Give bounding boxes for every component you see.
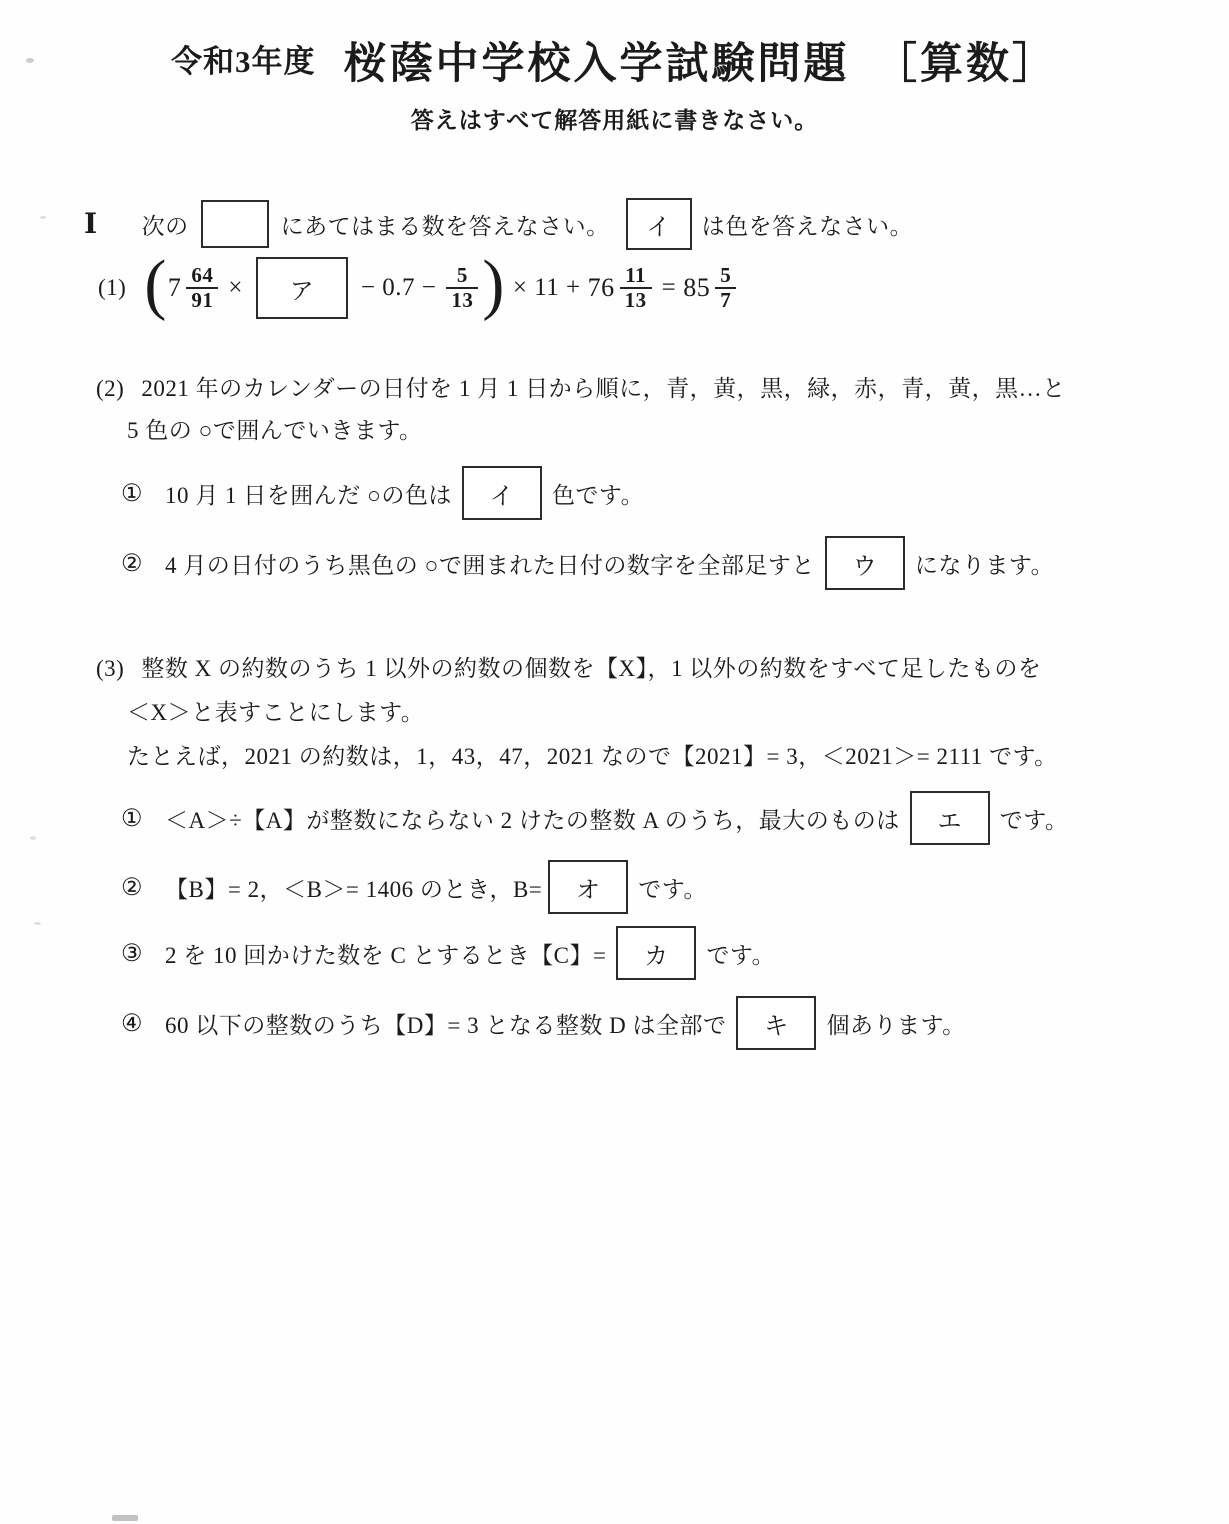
question-3-sub3: [121, 926, 775, 980]
question-text-before: 4 月の日付のうち黒色の ○で囲まれた日付の数字を全部足すと: [165, 552, 815, 578]
question-3-line3: たとえば，2021 の約数は，1，43，47，2021 なので【2021】= 3，＜2021＞= 2111 です。: [127, 744, 1058, 769]
question-2-line1: [96, 370, 1066, 403]
question-number: (1): [98, 275, 127, 300]
question-text-before: 60 以下の整数のうち【D】= 3 となる整数 D は全部で: [165, 1012, 727, 1038]
question-2-sub1: [121, 466, 644, 520]
mixed-number-85-5-7: [683, 264, 739, 312]
page-subtitle: 答えはすべて解答用紙に書きなさい。: [410, 108, 819, 133]
circled-number-4: ④: [121, 1010, 144, 1037]
question-3-sub2: [121, 860, 707, 914]
numerator: 64: [191, 262, 214, 287]
question-text-after: です。: [706, 942, 776, 968]
fraction: [186, 264, 218, 312]
title-main: 桜蔭中学校入学試験問題 ［算数］: [343, 41, 1058, 88]
question-text-after: です。: [638, 876, 707, 902]
question-1: [98, 247, 739, 324]
answer-box-label: イ: [646, 214, 671, 241]
question-number: (2): [96, 376, 125, 401]
whole-number: 7: [167, 273, 182, 302]
answer-box-blank: [201, 200, 269, 248]
answer-box-label: ウ: [852, 553, 878, 580]
answer-box-i: [462, 466, 542, 520]
question-text-before: 10 月 1 日を囲んだ ○の色は: [165, 482, 452, 508]
answer-box-ki: [736, 996, 816, 1050]
whole-number: 76: [587, 273, 615, 302]
circled-number-3: ③: [121, 940, 144, 967]
open-paren: (: [144, 247, 167, 322]
fraction: [715, 264, 736, 312]
answer-box-e: [910, 791, 990, 845]
answer-box-label: オ: [576, 877, 601, 904]
page-title: [0, 30, 1229, 91]
question-text-after: 個あります。: [826, 1012, 966, 1038]
circled-number-2: ②: [121, 874, 144, 901]
scan-artifact: [34, 922, 41, 925]
question-3-sub4: [121, 996, 966, 1050]
circled-number-1: ①: [121, 480, 144, 507]
intro-text-mid: にあてはまる数を答えなさい。: [280, 213, 610, 239]
circled-number-2: ②: [121, 550, 144, 577]
numerator: 5: [456, 262, 468, 287]
question-text-after: 色です。: [551, 482, 645, 508]
numerator: 5: [720, 262, 732, 287]
answer-box-label: カ: [644, 943, 669, 970]
answer-box-ka: [616, 926, 696, 980]
denominator: 7: [715, 287, 736, 312]
section1-intro: [84, 198, 913, 250]
scan-artifact: [30, 836, 36, 840]
fraction-5-13: [446, 264, 478, 312]
question-text-before: 【B】= 2，＜B＞= 1406 のとき，B=: [165, 876, 543, 902]
answer-box-u: [825, 536, 905, 590]
question-text-after: になります。: [914, 552, 1055, 578]
question-text: 整数 X の約数のうち 1 以外の約数の個数を【X】，1 以外の約数をすべて足したものを: [141, 656, 1042, 681]
question-3-line1: [96, 650, 1041, 683]
whole-number: 85: [683, 273, 711, 302]
times-operator: ×: [228, 274, 243, 301]
question-text-before: 2 を 10 回かけた数を C とするとき【C】=: [165, 942, 607, 968]
scan-artifact: [112, 1515, 138, 1521]
numerator: 11: [625, 262, 647, 287]
question-3-sub1: [121, 791, 1068, 845]
answer-box-label: キ: [764, 1013, 789, 1040]
title-era: 令和3年度: [171, 44, 316, 79]
question-text: 2021 年のカレンダーの日付を 1 月 1 日から順に，青，黄，黒，緑，赤，青，黄，黒…と: [141, 376, 1066, 401]
minus-0-7-minus: − 0.7 −: [360, 274, 437, 301]
denominator: 13: [446, 287, 478, 312]
answer-box-label: イ: [489, 483, 515, 510]
fraction: [620, 264, 652, 312]
answer-box-i-ref: [626, 198, 692, 250]
question-2-line2: 5 色の ○で囲んでいきます。: [127, 418, 423, 443]
scan-artifact: [40, 216, 46, 219]
denominator: 91: [186, 287, 218, 312]
answer-box-o: [548, 860, 628, 914]
mixed-number-7-64-91: [168, 264, 222, 312]
mixed-number-76-11-13: [588, 264, 655, 312]
equals-operator: =: [661, 274, 677, 301]
answer-box-label: エ: [937, 808, 962, 835]
circled-number-1: ①: [121, 805, 144, 832]
question-text-after: です。: [999, 807, 1069, 833]
close-paren: ): [482, 247, 505, 322]
answer-box-a: [256, 257, 348, 319]
intro-text-after: は色を答えなさい。: [701, 213, 914, 239]
denominator: 13: [620, 287, 652, 312]
question-text-before: ＜A＞÷【A】が整数にならない 2 けたの整数 A のうち，最大のものは: [165, 807, 900, 833]
section-numeral: Ⅰ: [84, 209, 98, 240]
answer-box-label: ア: [289, 278, 315, 305]
question-3-line2: ＜X＞と表すことにします。: [127, 700, 425, 725]
question-2-sub2: [121, 536, 1054, 590]
question-number: (3): [96, 656, 125, 681]
intro-text-before: 次の: [141, 213, 189, 239]
times-11-plus: × 11 +: [512, 274, 581, 301]
